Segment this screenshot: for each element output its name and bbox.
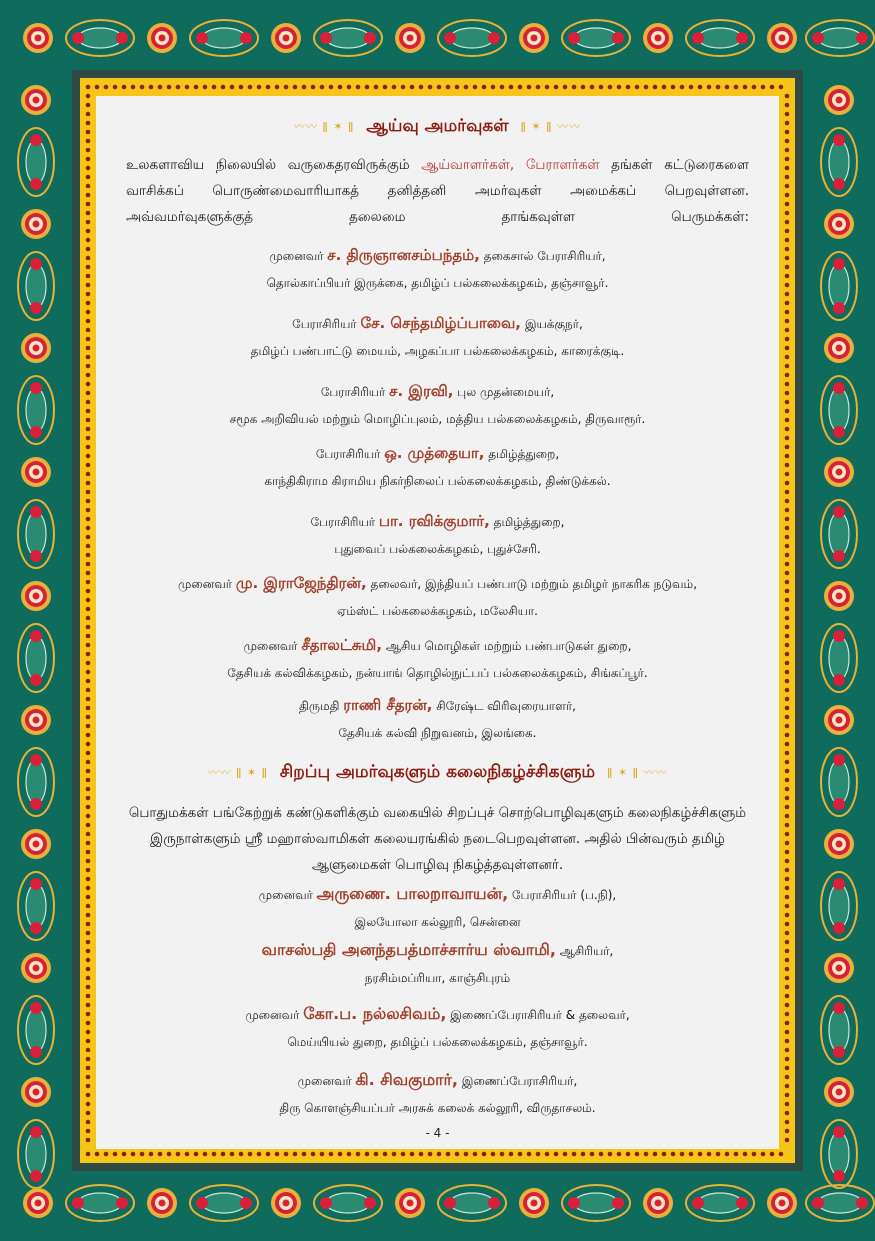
chair-entry: பேராசிரியர் ச. இரவி, புல முதன்மையர், சமூக அறிவியல் மற்றும் மொழிப்புலம், மத்திய பல்கலைக்கழகம், திருவாரூர். <box>229 382 646 426</box>
paisley-motif <box>821 128 857 196</box>
flower-motif <box>23 1188 53 1218</box>
flower-motif <box>824 85 854 115</box>
paisley-motif <box>18 1120 54 1188</box>
flower-motif <box>519 1188 549 1218</box>
flower-motif <box>23 23 53 53</box>
flower-motif <box>147 1188 177 1218</box>
page-number: - 4 - <box>425 1126 450 1140</box>
flower-motif <box>21 581 51 611</box>
paisley-motif <box>821 376 857 444</box>
flower-motif <box>824 333 854 363</box>
flower-motif <box>519 23 549 53</box>
paisley-motif <box>18 748 54 816</box>
paisley-motif <box>821 872 857 940</box>
flower-motif <box>21 1077 51 1107</box>
paisley-motif <box>806 20 874 56</box>
flower-motif <box>395 1188 425 1218</box>
flower-motif <box>824 581 854 611</box>
ornament-right: ǁ ✶ ǁ 〰〰 <box>520 120 582 133</box>
flower-motif <box>147 23 177 53</box>
paisley-motif <box>18 996 54 1064</box>
paisley-motif <box>66 20 134 56</box>
paisley-motif <box>314 20 382 56</box>
paisley-motif <box>190 1185 258 1221</box>
paisley-motif <box>821 500 857 568</box>
flower-motif <box>271 1188 301 1218</box>
section1-intro: உலகளாவிய நிலையில் வருகைதரவிருக்கும் ஆய்வாளர்கள், பேராளர்கள் தங்கள் கட்டுரைகளை வாசிக்கப் பொருண்மைவாரியாகத் தனித்தனி அமர்வுகள் அமைக்கப் பெறவுள்ளன. அவ்வமர்வுகளுக்குத் தலைமை தாங்கவுள்ள பெருமக்கள்: <box>126 157 749 225</box>
ornament-left: 〰〰 ǁ ✶ ǁ <box>207 766 268 779</box>
flower-motif <box>271 23 301 53</box>
ornament-left: 〰〰 ǁ ✶ ǁ <box>293 120 355 133</box>
flower-motif <box>21 953 51 983</box>
flower-motif <box>824 953 854 983</box>
paisley-motif <box>821 996 857 1064</box>
paisley-motif <box>18 128 54 196</box>
paisley-motif <box>562 20 630 56</box>
flower-motif <box>767 1188 797 1218</box>
section1-title: 〰〰 ǁ ✶ ǁ ஆய்வு அமர்வுகள் ǁ ✶ ǁ 〰〰 <box>293 116 582 136</box>
speaker-entry: முனைவர் கோ.ப. நல்லசிவம், இணைப்பேராசிரியர் & தலைவர், மெய்யியல் துறை, தமிழ்ப் பல்கலைக்கழகம், தஞ்சாவூர். <box>245 1004 630 1049</box>
paisley-motif <box>562 1185 630 1221</box>
paisley-motif <box>66 1185 134 1221</box>
flower-motif <box>824 1077 854 1107</box>
flower-motif <box>21 85 51 115</box>
content-panel <box>96 96 779 1149</box>
flower-motif <box>21 705 51 735</box>
chair-entry: திருமதி ராணி சீதரன், சிரேஷ்ட விரிவுரையாளர், தேசியக் கல்வி நிறுவனம், இலங்கை. <box>299 696 576 740</box>
flower-motif <box>21 209 51 239</box>
speaker-entry: முனைவர் அருணை. பாலறாவாயன், பேராசிரியர் (ப.நி), இலயோலா கல்லூரி, சென்னை <box>258 884 617 929</box>
flower-motif <box>643 1188 673 1218</box>
flower-motif <box>643 23 673 53</box>
flower-motif <box>21 333 51 363</box>
flower-motif <box>395 23 425 53</box>
flower-motif <box>21 829 51 859</box>
paisley-motif <box>18 252 54 320</box>
paisley-motif <box>438 1185 506 1221</box>
paisley-motif <box>821 748 857 816</box>
paisley-motif <box>314 1185 382 1221</box>
paisley-motif <box>18 624 54 692</box>
paisley-motif <box>18 376 54 444</box>
ornament-right: ǁ ✶ ǁ 〰〰 <box>607 766 668 779</box>
chair-entry: முனைவர் மு. இராஜேந்திரன், தலைவர், இந்தியப் பண்பாடு மற்றும் தமிழர் நாகரிக நடுவம், ஏம்ஸ்ட் பல்கலைக்கழகம், மலேசியா. <box>177 574 698 618</box>
paisley-motif <box>190 20 258 56</box>
chair-entry: பேராசிரியர் ஒ. முத்தையா, தமிழ்த்துறை, காந்திகிராம கிராமிய நிகர்நிலைப் பல்கலைக்கழகம், திண்டுக்கல். <box>264 444 611 488</box>
flower-motif <box>824 829 854 859</box>
paisley-motif <box>438 20 506 56</box>
flower-motif <box>824 457 854 487</box>
flower-motif <box>824 209 854 239</box>
paisley-motif <box>686 1185 754 1221</box>
section2-title: 〰〰 ǁ ✶ ǁ சிறப்பு அமர்வுகளும் கலைநிகழ்ச்சிகளும் ǁ ✶ ǁ 〰〰 <box>207 762 668 782</box>
paisley-motif <box>806 1185 874 1221</box>
paisley-motif <box>18 500 54 568</box>
chair-entry: பேராசிரியர் சே. செந்தமிழ்ப்பாவை, இயக்குநர், தமிழ்ப் பண்பாட்டு மையம், அழகப்பா பல்கலைக்கழகம், காரைக்குடி. <box>250 314 625 358</box>
flower-motif <box>824 705 854 735</box>
chair-entry: பேராசிரியர் பா. ரவிக்குமார், தமிழ்த்துறை, புதுவைப் பல்கலைக்கழகம், புதுச்சேரி. <box>310 512 565 556</box>
speaker-entry: வாசஸ்பதி அனந்தபத்மாச்சார்ய ஸ்வாமி, ஆசிரியர், நரசிம்மப்ரியா, காஞ்சிபுரம் <box>261 940 614 985</box>
chair-entry: முனைவர் சீதாலட்சுமி, ஆசிய மொழிகள் மற்றும் பண்பாடுகள் துறை, தேசியக் கல்விக்கழகம், நன்யாங் தொழில்நுட்பப் பல்கலைக்கழகம், சிங்கப்பூர். <box>227 636 648 680</box>
speaker-entry: முனைவர் கி. சிவகுமார், இணைப்பேராசிரியர், திரு கொளஞ்சியப்பர் அரசுக் கலைக் கல்லூரி, விருதாசலம். <box>279 1070 596 1115</box>
section2-intro: பொதுமக்கள் பங்கேற்றுக் கண்டுகளிக்கும் வகையில் சிறப்புச் சொற்பொழிவுகளும் கலைநிகழ்ச்சிகளும் இருநாள்களும் ஸ்ரீ மஹாஸ்வாமிகள் கலையரங்கில் நடைபெறவுள்ளன. அதில் பின்வரும் தமிழ் ஆளுமைகள் பொழிவு நிகழ்த்தவுள்ளனர். <box>128 805 747 873</box>
paisley-motif <box>686 20 754 56</box>
paisley-motif <box>821 252 857 320</box>
paisley-motif <box>821 1120 857 1188</box>
paisley-motif <box>18 872 54 940</box>
flower-motif <box>767 23 797 53</box>
chair-entry: முனைவர் ச. திருஞானசம்பந்தம், தகைசால் பேராசிரியர், தொல்காப்பியர் இருக்கை, தமிழ்ப் பல்கலைக்கழகம், தஞ்சாவூர். <box>266 246 609 290</box>
flower-motif <box>21 457 51 487</box>
paisley-motif <box>821 624 857 692</box>
